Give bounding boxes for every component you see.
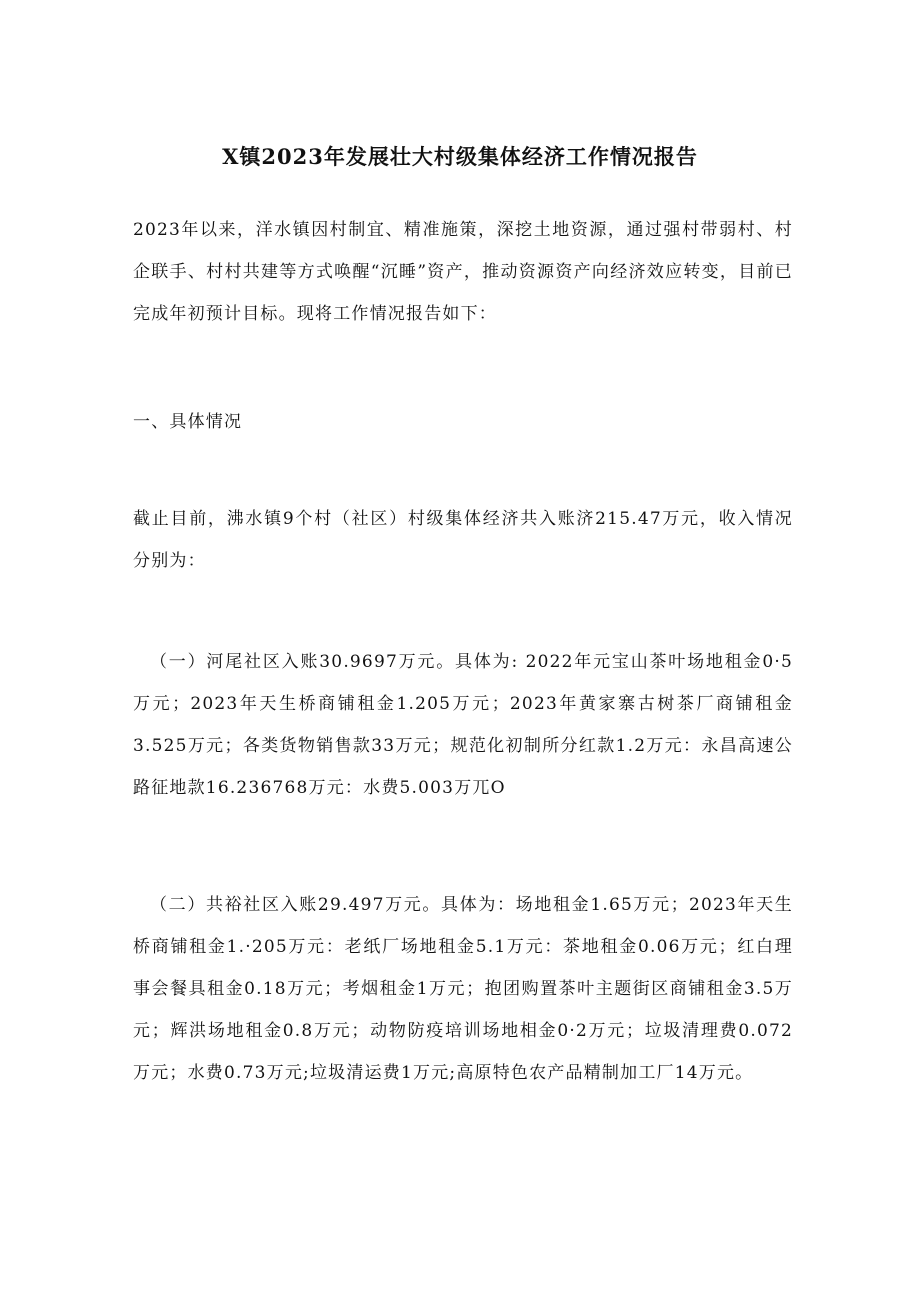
item-2-paragraph: （二）共裕社区入账29.497万元。具体为：场地租金1.65万元；2023年天生桥商铺租金1.·205万元：老纸厂场地租金5.1万元：茶地租金0.06万元；红白理事会餐具租金0.18万元；考烟租金1万元；抱团购置茶叶主题街区商铺租金3.5万元；辉洪场地租金0.8万元；动物防疫培训场地相金0·2万元；垃圾清理费0.072万元；水费0.73万元;垃圾清运费1万元;高原特色农产品精制加工厂14万元。 [133,895,793,1083]
intro-paragraph: 2023年以来，洋水镇因村制宜、精准施策，深挖土地资源，通过强村带弱村、村企联手、村村共建等方式唤醒“沉睡”资产，推动资源资产向经济效应转变，目前已完成年初预计目标。现将工作情况报告如下： [133,220,793,324]
document-title: X镇2023年发展壮大村级集体经济工作情况报告 [222,144,698,169]
section-heading: 一、具体情况 [133,412,243,432]
item-1-paragraph: （一）河尾社区入账30.9697万元。具体为: 2022年元宝山茶叶场地租金0·5万元；2023年天生桥商铺租金1.205万元；2023年黄家寨古树茶厂商铺租金3.525万元；各类货物销售款33万元；规范化初制所分红款1.2万元：永昌高速公路征地款16.236768万元：水费5.003万兀O [133,652,793,798]
summary-paragraph: 截止目前，沸水镇9个村（社区）村级集体经济共入账济215.47万元，收入情况分别为： [133,509,793,571]
